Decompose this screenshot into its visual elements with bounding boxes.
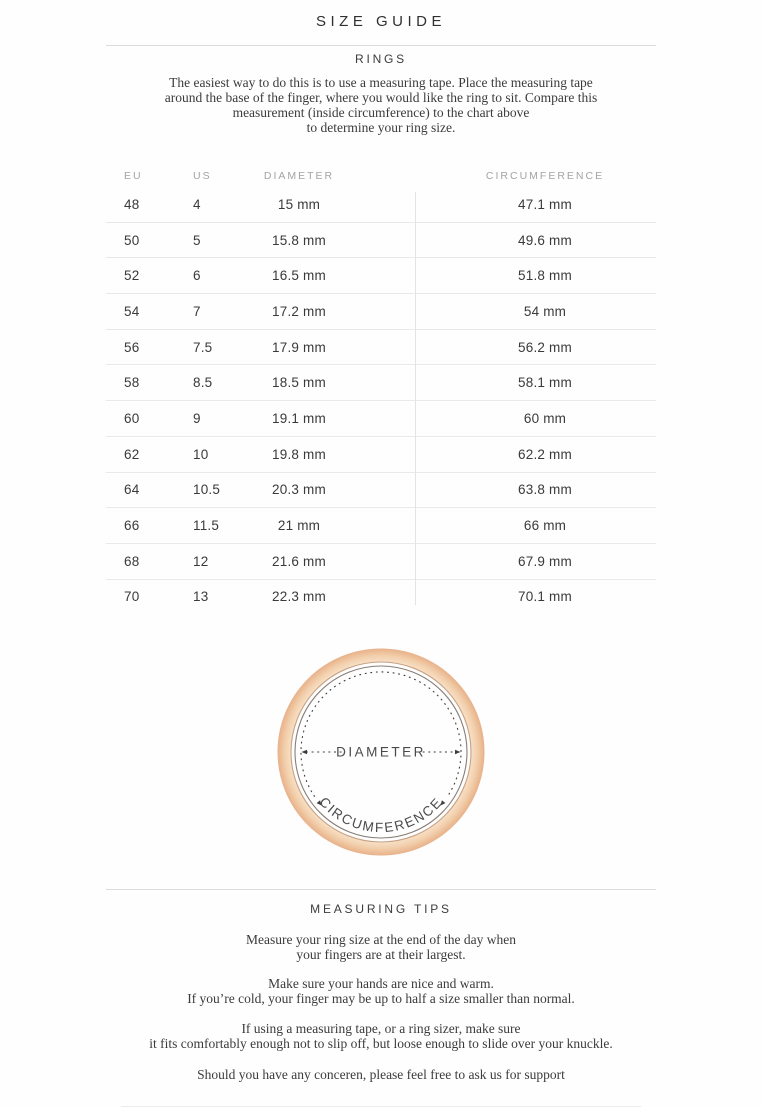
tip-line: If you’re cold, your finger may be up to half a size smaller than normal. <box>187 991 575 1007</box>
tip-paragraph <box>106 976 656 1006</box>
cell-eu: 62 <box>124 446 140 462</box>
cell-circumference: 51.8 mm <box>518 268 572 284</box>
table-row <box>106 544 656 580</box>
section-title-rings: RINGS <box>354 52 407 66</box>
cell-eu: 50 <box>124 232 140 248</box>
circumference-label: CIRCUMFERENCE <box>316 794 446 836</box>
cell-circumference: 54 mm <box>523 303 567 319</box>
cell-eu: 58 <box>124 375 140 391</box>
column-header-us: US <box>193 170 212 182</box>
cell-us: 9 <box>193 410 201 426</box>
section-title-measuring-tips: MEASURING TIPS <box>310 902 452 917</box>
cell-eu: 48 <box>124 196 140 212</box>
table-row <box>106 437 656 473</box>
rings-intro-text <box>106 75 656 135</box>
cell-diameter: 19.1 mm <box>272 410 326 426</box>
tip-line: Make sure your hands are nice and warm. <box>268 976 494 992</box>
cell-eu: 60 <box>124 410 140 426</box>
table-row <box>106 473 656 509</box>
cell-us: 5 <box>193 232 201 248</box>
cell-us: 8.5 <box>193 375 213 391</box>
cell-eu: 64 <box>124 482 140 498</box>
page-title: SIZE GUIDE <box>315 13 446 30</box>
circumference-dashed-circle <box>301 672 461 797</box>
cell-circumference: 63.8 mm <box>518 482 572 498</box>
cell-circumference: 49.6 mm <box>518 232 572 248</box>
table-row <box>106 223 656 259</box>
diameter-arrow-left-icon <box>302 750 308 755</box>
tip-line: your fingers are at their largest. <box>296 947 466 963</box>
cell-circumference: 58.1 mm <box>518 375 572 391</box>
tip-line: it fits comfortably enough not to slip off, but loose enough to slide over your knuckle. <box>149 1036 613 1052</box>
cell-eu: 54 <box>124 303 140 319</box>
cell-diameter: 16.5 mm <box>272 268 326 284</box>
tip-line: Should you have any conceren, please feel free to ask us for support <box>197 1067 565 1083</box>
diameter-label: DIAMETER <box>336 744 426 760</box>
column-header-diameter: DIAMETER <box>263 170 335 182</box>
tip-line: Measure your ring size at the end of the day when <box>246 932 516 948</box>
cell-circumference: 56.2 mm <box>518 339 572 355</box>
cell-eu: 68 <box>124 553 140 569</box>
tip-line: If using a measuring tape, or a ring sizer, make sure <box>241 1021 521 1037</box>
cell-circumference: 66 mm <box>523 518 567 534</box>
cell-us: 4 <box>193 196 201 212</box>
column-header-circumference: CIRCUMFERENCE <box>485 170 605 182</box>
svg-text:CIRCUMFERENCE <box>316 794 445 835</box>
cell-circumference: 60 mm <box>523 410 567 426</box>
cell-diameter: 21 mm <box>277 518 321 534</box>
cell-circumference: 70.1 mm <box>518 589 572 605</box>
cell-us: 13 <box>193 589 209 605</box>
cell-circumference: 67.9 mm <box>518 553 572 569</box>
divider-tips <box>106 889 656 890</box>
cell-diameter: 22.3 mm <box>272 589 326 605</box>
table-vertical-divider <box>415 192 416 605</box>
table-body <box>106 187 656 614</box>
intro-line: to determine your ring size. <box>306 120 456 135</box>
column-header-eu: EU <box>124 170 143 182</box>
cell-us: 6 <box>193 268 201 284</box>
cell-diameter: 17.2 mm <box>272 303 326 319</box>
intro-line: around the base of the finger, where you would like the ring to sit. Compare this <box>164 90 598 105</box>
divider-top <box>106 45 656 46</box>
cell-us: 10 <box>193 446 209 462</box>
cell-diameter: 21.6 mm <box>272 553 326 569</box>
cell-diameter: 20.3 mm <box>272 482 326 498</box>
table-header-row <box>106 165 656 187</box>
cell-eu: 56 <box>124 339 140 355</box>
cell-diameter: 15.8 mm <box>272 232 326 248</box>
intro-line: measurement (inside circumference) to the chart above <box>232 105 530 120</box>
diameter-arrow-right-icon <box>455 750 461 755</box>
cell-us: 12 <box>193 553 209 569</box>
size-guide-page <box>106 0 656 1107</box>
table-row <box>106 258 656 294</box>
table-row <box>106 508 656 544</box>
cell-diameter: 17.9 mm <box>272 339 326 355</box>
intro-line: The easiest way to do this is to use a measuring tape. Place the measuring tape <box>169 75 593 90</box>
ring-measurement-diagram <box>253 630 509 880</box>
tip-paragraph <box>106 1067 656 1082</box>
tip-paragraph <box>106 932 656 962</box>
tip-paragraph <box>106 1021 656 1051</box>
cell-us: 10.5 <box>193 482 221 498</box>
table-row <box>106 365 656 401</box>
cell-eu: 52 <box>124 268 140 284</box>
ring-size-table <box>106 165 656 614</box>
cell-eu: 70 <box>124 589 140 605</box>
cell-circumference: 47.1 mm <box>518 196 572 212</box>
table-row <box>106 187 656 223</box>
cell-us: 7 <box>193 303 201 319</box>
cell-us: 11.5 <box>193 518 220 534</box>
cell-eu: 66 <box>124 518 140 534</box>
cell-circumference: 62.2 mm <box>518 446 572 462</box>
table-row <box>106 330 656 366</box>
cell-us: 7.5 <box>193 339 213 355</box>
cell-diameter: 19.8 mm <box>272 446 326 462</box>
table-row <box>106 580 656 615</box>
cell-diameter: 15 mm <box>277 196 321 212</box>
table-row <box>106 401 656 437</box>
table-row <box>106 294 656 330</box>
cell-diameter: 18.5 mm <box>272 375 326 391</box>
